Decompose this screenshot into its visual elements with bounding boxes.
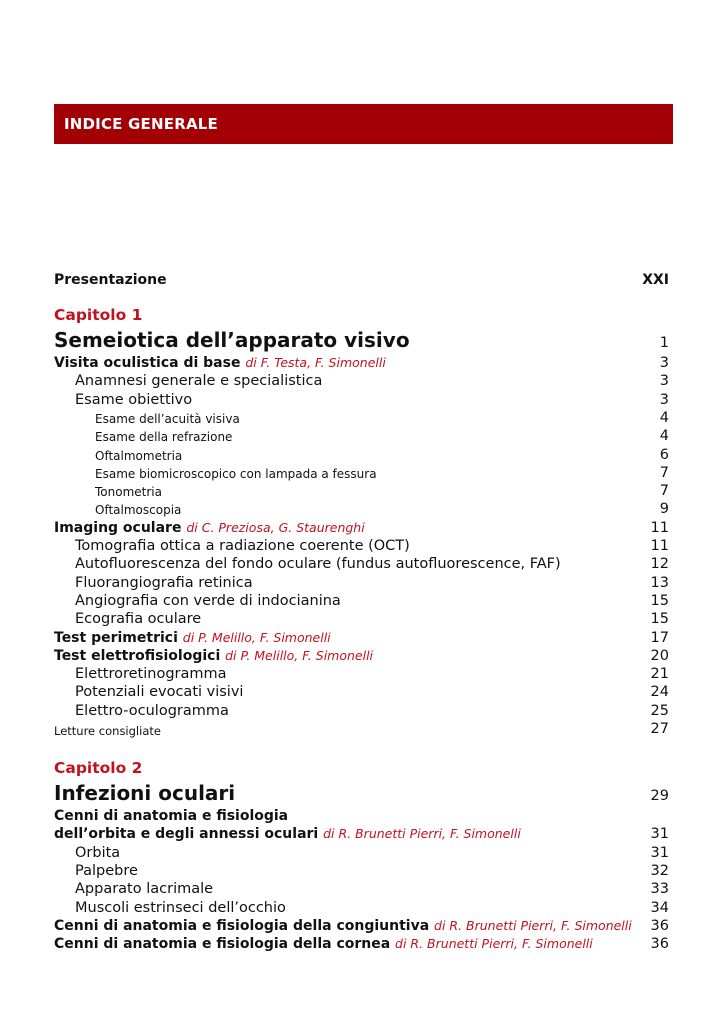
toc-entry-page: 15 bbox=[650, 611, 669, 628]
toc-entry[interactable] bbox=[75, 684, 669, 700]
chapter-title-page: 1 bbox=[659, 335, 669, 351]
toc-entry-page: 20 bbox=[650, 647, 669, 664]
toc-entry-page: 31 bbox=[650, 826, 669, 843]
toc-entry[interactable] bbox=[75, 575, 669, 591]
toc-entry-page: 25 bbox=[650, 702, 669, 719]
toc-entry-title: Muscoli estrinseci dell’occhio bbox=[75, 899, 286, 916]
chapter-title-text: Infezioni oculari bbox=[54, 781, 236, 805]
toc-entry-page: 32 bbox=[650, 862, 669, 879]
toc-entry-title: Test perimetrici bbox=[54, 629, 178, 646]
toc-entry[interactable] bbox=[54, 355, 669, 371]
toc-entry-page: 11 bbox=[650, 519, 669, 536]
toc-entry-title: Elettroretinogramma bbox=[75, 666, 227, 683]
toc-entry-page: 17 bbox=[650, 629, 669, 646]
toc-entry-author: di C. Preziosa, G. Staurenghi bbox=[186, 519, 365, 535]
toc-entry-page: 36 bbox=[650, 917, 669, 934]
toc-entry[interactable] bbox=[75, 845, 669, 861]
toc-entry[interactable] bbox=[54, 808, 669, 824]
toc-entry-title: Potenziali evocati visivi bbox=[75, 684, 244, 701]
toc-entry-title: Imaging oculare bbox=[54, 519, 182, 536]
toc-entry[interactable] bbox=[95, 430, 669, 444]
toc-entry-page: 21 bbox=[650, 666, 669, 683]
toc-entry-page: 15 bbox=[650, 592, 669, 609]
toc-entry[interactable] bbox=[75, 556, 669, 572]
toc-entry[interactable] bbox=[54, 936, 669, 952]
toc-entry-author: di R. Brunetti Pierri, F. Simonelli bbox=[323, 826, 521, 842]
toc-entry[interactable] bbox=[75, 703, 669, 719]
toc-entry-page: 11 bbox=[650, 538, 669, 554]
toc-entry-page: 27 bbox=[650, 721, 669, 737]
toc-entry-page: 7 bbox=[659, 464, 669, 481]
toc-entry[interactable] bbox=[75, 593, 669, 609]
toc-entry[interactable] bbox=[95, 503, 669, 517]
toc-entry[interactable] bbox=[95, 446, 669, 463]
toc-entry[interactable] bbox=[75, 373, 669, 389]
section-header-banner bbox=[54, 104, 673, 144]
toc-entry-title: Oftalmoscopia bbox=[95, 503, 182, 518]
toc-entry[interactable] bbox=[75, 392, 669, 408]
toc-entry-page: 7 bbox=[659, 483, 669, 500]
toc-entry[interactable] bbox=[54, 648, 669, 664]
toc-entry-author: di F. Testa, F. Simonelli bbox=[245, 355, 386, 370]
toc-entry-author: di P. Melillo, F. Simonelli bbox=[182, 629, 331, 645]
toc-entry-page: 3 bbox=[659, 373, 669, 390]
chapter-label-text: Capitolo 1 bbox=[54, 306, 143, 324]
toc-entry-title: Presentazione bbox=[54, 272, 167, 288]
toc-entry-title: Esame obiettivo bbox=[75, 391, 193, 408]
chapter-label bbox=[54, 306, 669, 324]
toc-entry-page: 33 bbox=[650, 881, 669, 898]
toc-entry-author: di R. Brunetti Pierri, F. Simonelli bbox=[434, 917, 632, 933]
toc-entry[interactable] bbox=[54, 918, 669, 934]
section-header-title: INDICE GENERALE bbox=[64, 115, 218, 133]
toc-entry-page: XXI bbox=[642, 272, 669, 288]
toc-entry-title: Test elettrofisiologici bbox=[54, 647, 221, 664]
toc-entry[interactable] bbox=[75, 881, 669, 897]
toc-entry-page: 3 bbox=[659, 355, 669, 371]
toc-entry-page: 4 bbox=[659, 409, 669, 426]
toc-entry[interactable] bbox=[54, 630, 669, 646]
toc-entry-author: di R. Brunetti Pierri, F. Simonelli bbox=[395, 936, 593, 952]
toc-entry-page: 36 bbox=[650, 936, 669, 953]
toc-entry-page: 6 bbox=[659, 446, 669, 463]
toc-entry-title: Esame dell’acuità visiva bbox=[95, 411, 240, 426]
toc-entry-title: Cenni di anatomia e fisiologia della cornea bbox=[54, 936, 391, 953]
chapter-title-page: 29 bbox=[650, 788, 669, 804]
toc-entry-title: Letture consigliate bbox=[54, 724, 161, 738]
toc-entry-page: 4 bbox=[659, 428, 669, 445]
toc-entry-title: Oftalmometria bbox=[95, 448, 183, 463]
toc-entry[interactable] bbox=[54, 826, 669, 842]
toc-entry-title: Cenni di anatomia e fisiologia bbox=[54, 808, 289, 824]
toc-entry[interactable] bbox=[75, 863, 669, 879]
toc-entry-title: Elettro-oculogramma bbox=[75, 702, 229, 719]
toc-entry-title: dell’orbita e degli annessi oculari bbox=[54, 826, 319, 843]
chapter-title[interactable] bbox=[54, 328, 669, 352]
toc-entry[interactable] bbox=[75, 538, 669, 554]
toc-entry-title: Tomografia ottica a radiazione coerente (OCT) bbox=[75, 538, 410, 554]
toc-entry[interactable] bbox=[95, 409, 669, 426]
toc-entry[interactable] bbox=[75, 611, 669, 627]
toc-entry-title: Autofluorescenza del fondo oculare (fundus autofluorescence, FAF) bbox=[75, 556, 561, 573]
chapter-label-text: Capitolo 2 bbox=[54, 759, 143, 777]
toc-entry-author: di P. Melillo, F. Simonelli bbox=[225, 647, 374, 663]
toc-entry-title: Palpebre bbox=[75, 862, 138, 879]
toc-entry-page: 13 bbox=[650, 574, 669, 591]
toc-entry-page: 31 bbox=[650, 844, 669, 861]
toc-entry-presentazione[interactable] bbox=[54, 272, 669, 288]
toc-entry-title: Anamnesi generale e specialistica bbox=[75, 373, 323, 390]
toc-entry[interactable] bbox=[95, 464, 669, 481]
toc-entry[interactable] bbox=[75, 900, 669, 916]
chapter-title-text: Semeiotica dell’apparato visivo bbox=[54, 328, 410, 352]
toc-entry-title: Cenni di anatomia e fisiologia della congiuntiva bbox=[54, 917, 430, 934]
toc-entry[interactable] bbox=[75, 666, 669, 682]
toc-entry-title: Esame della refrazione bbox=[95, 430, 233, 445]
chapter-title[interactable] bbox=[54, 781, 669, 805]
toc-entry-title: Orbita bbox=[75, 844, 121, 861]
toc-entry[interactable] bbox=[95, 485, 669, 499]
toc-entry-page: 34 bbox=[650, 899, 669, 916]
toc-entry-letture[interactable] bbox=[54, 721, 669, 738]
toc-entry-title: Angiografia con verde di indocianina bbox=[75, 592, 341, 609]
toc-entry-page: 3 bbox=[659, 391, 669, 408]
toc-entry-page: 9 bbox=[659, 501, 669, 518]
toc-entry-title: Esame biomicroscopico con lampada a fessura bbox=[95, 466, 377, 481]
toc-entry[interactable] bbox=[54, 520, 669, 536]
toc-entry-title: Tonometria bbox=[95, 485, 162, 500]
toc-entry-page: 24 bbox=[650, 684, 669, 701]
toc-entry-title: Fluorangiografia retinica bbox=[75, 574, 253, 591]
toc-entry-page: 12 bbox=[650, 556, 669, 573]
toc-entry-title: Ecografia oculare bbox=[75, 611, 202, 628]
toc-entry-title: Apparato lacrimale bbox=[75, 881, 214, 898]
chapter-label bbox=[54, 759, 669, 777]
toc-entry-title: Visita oculistica di base bbox=[54, 355, 241, 371]
